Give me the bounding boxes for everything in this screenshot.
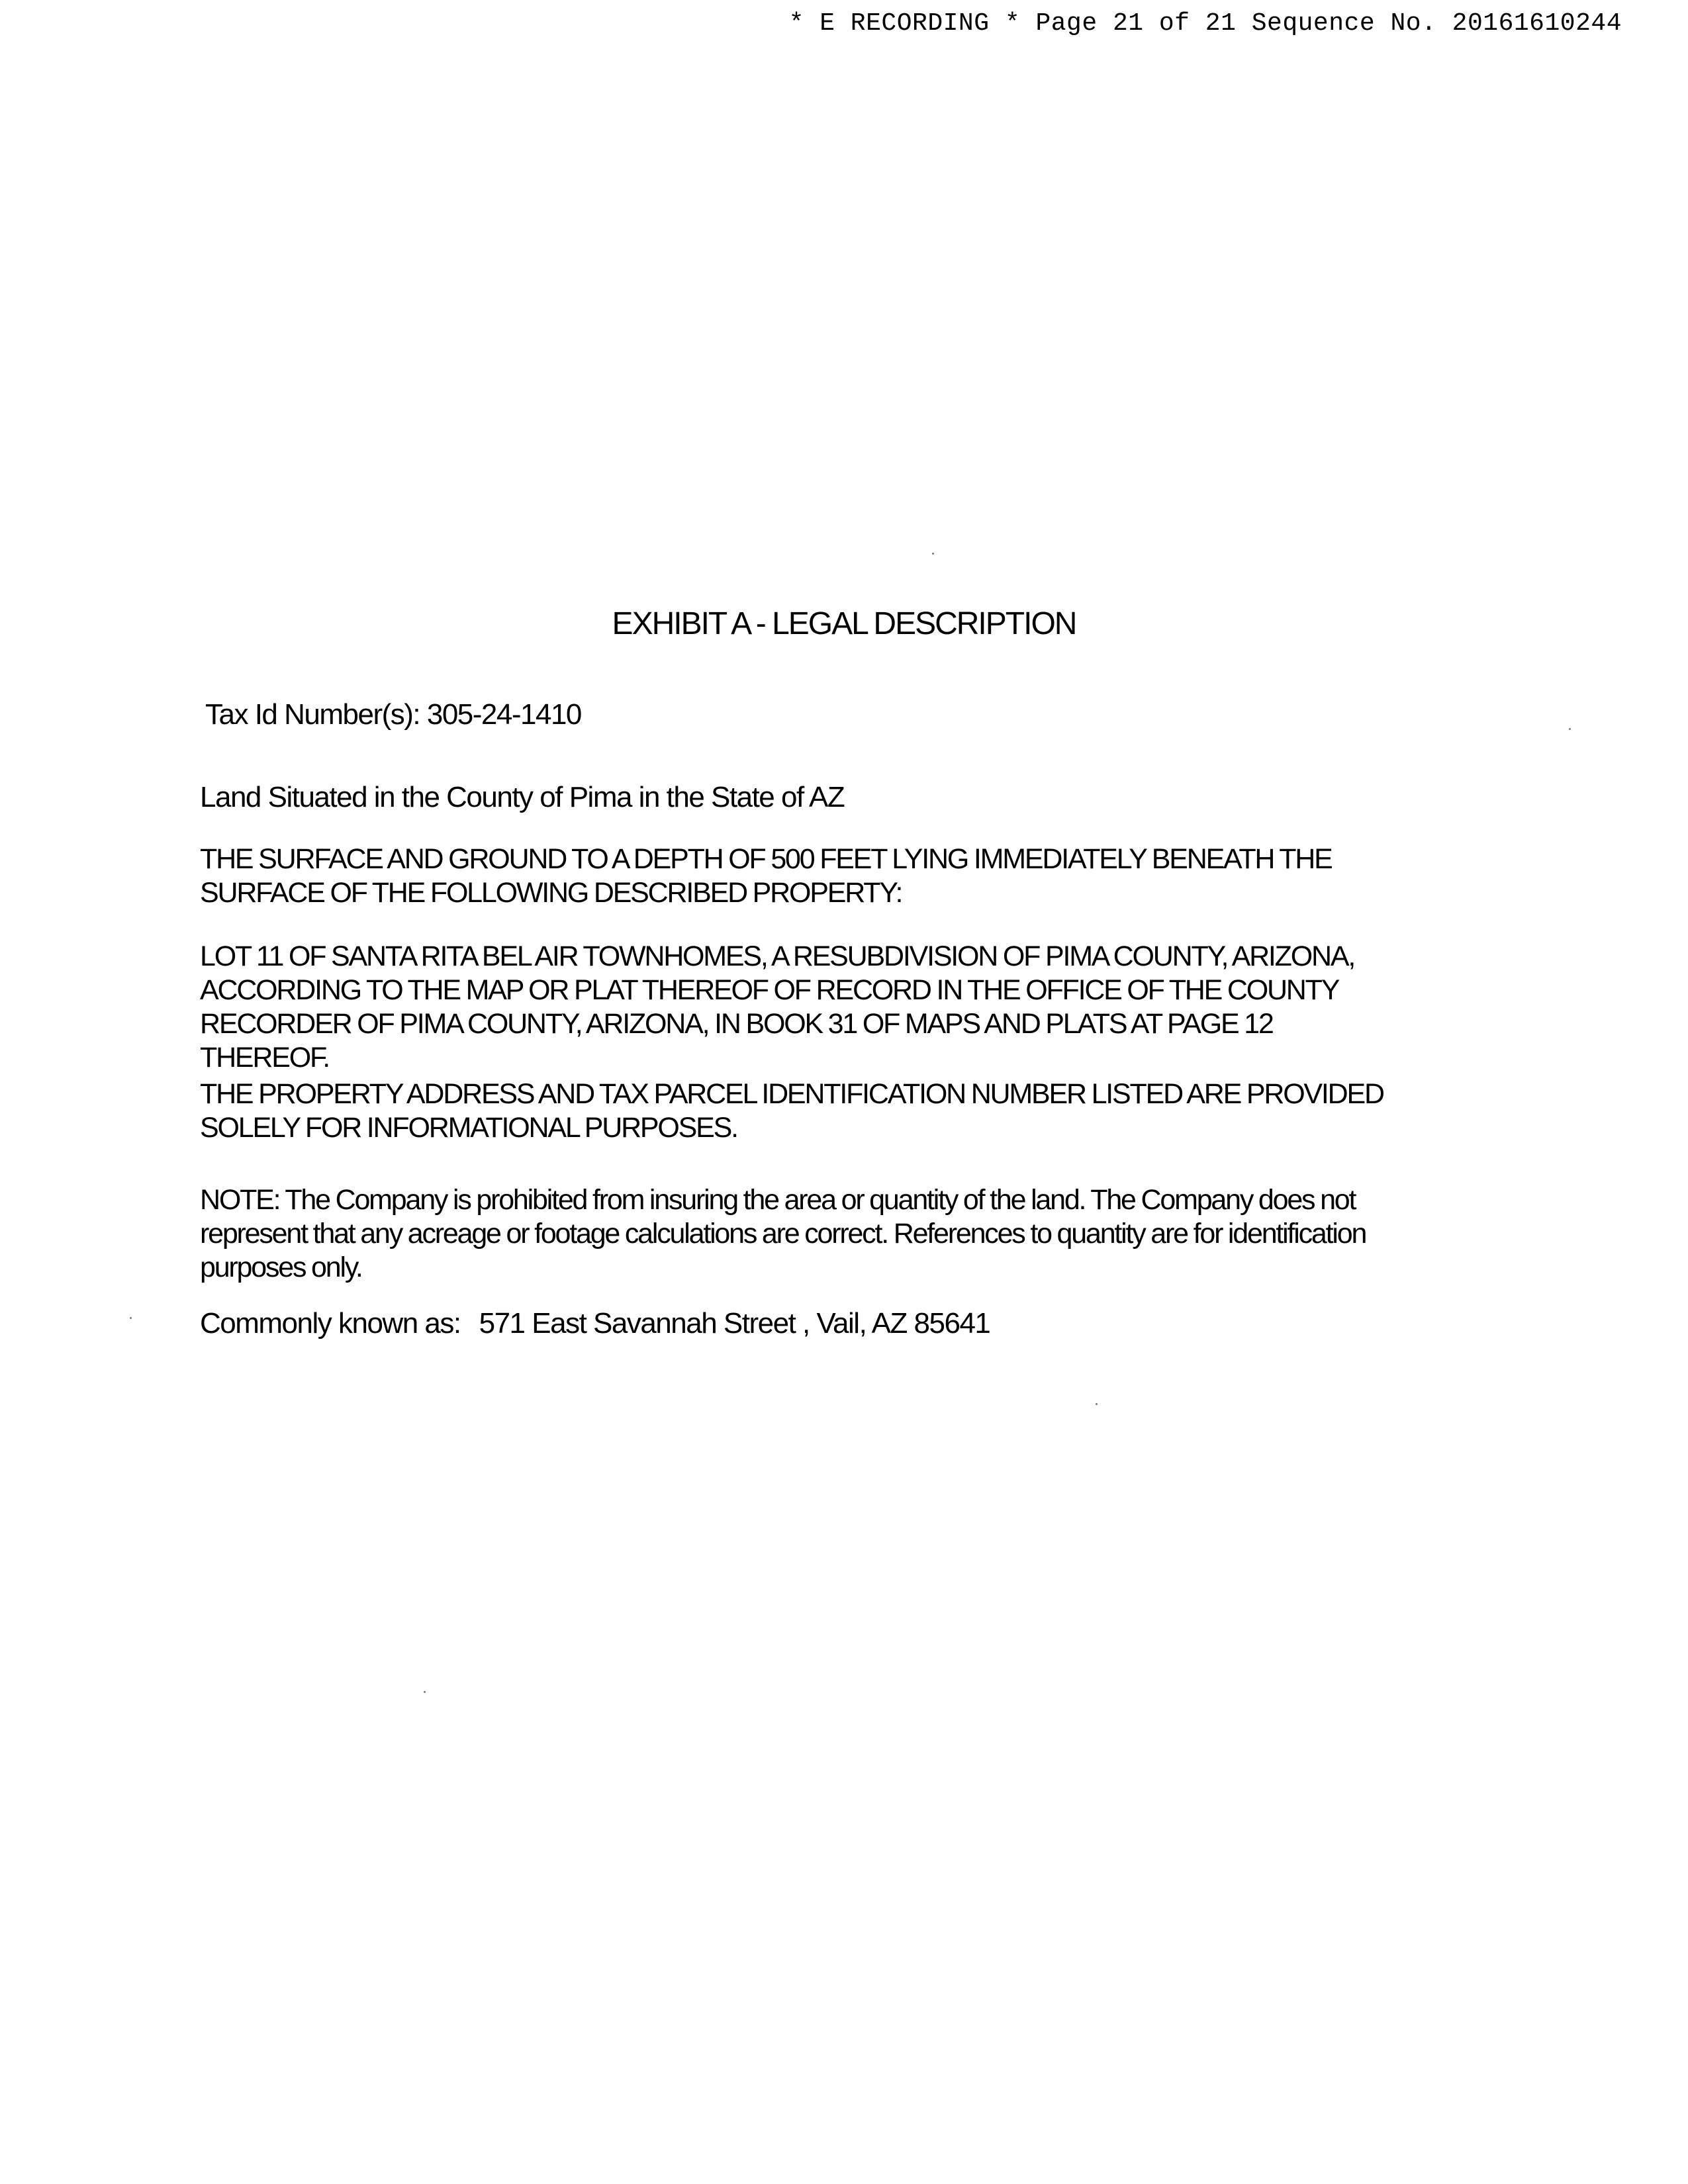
note-paragraph: NOTE: The Company is prohibited from insuring the area or quantity of the land. The Company does not represent that any acreage or footage calculations are correct. References to quantity are for identification purposes only. <box>200 1184 1366 1283</box>
scan-speck <box>130 1317 132 1319</box>
scan-speck <box>424 1691 426 1693</box>
scan-speck <box>1096 1403 1098 1405</box>
scan-speck <box>1569 728 1571 730</box>
document-title: EXHIBIT A - LEGAL DESCRIPTION <box>612 606 1076 641</box>
informational-purposes-paragraph: THE PROPERTY ADDRESS AND TAX PARCEL IDENTIFICATION NUMBER LISTED ARE PROVIDED SOLELY FOR INFORMATIONAL PURPOSES. <box>200 1078 1383 1144</box>
commonly-known-line <box>200 1307 990 1340</box>
lot-description-paragraph: LOT 11 OF SANTA RITA BEL AIR TOWNHOMES, A RESUBDIVISION OF PIMA COUNTY, ARIZONA, ACCORDING TO THE MAP OR PLAT THEREOF OF RECORD IN THE OFFICE OF THE COUNTY RECORDER OF PIMA COUNTY, ARIZONA, IN BOOK 31 OF MAPS AND PLATS AT PAGE 12 THEREOF. <box>200 940 1355 1073</box>
property-address: 571 East Savannah Street , Vail, AZ 85641 <box>479 1307 990 1340</box>
recording-header: * E RECORDING * Page 21 of 21 Sequence No. 20161610244 <box>788 9 1622 38</box>
tax-id-line: Tax Id Number(s): 305-24-1410 <box>205 698 581 731</box>
surface-paragraph: THE SURFACE AND GROUND TO A DEPTH OF 500 FEET LYING IMMEDIATELY BENEATH THE SURFACE OF THE FOLLOWING DESCRIBED PROPERTY: <box>200 843 1332 909</box>
scan-speck <box>932 553 934 555</box>
land-situated-line: Land Situated in the County of Pima in the State of AZ <box>200 781 845 813</box>
commonly-known-label: Commonly known as: <box>200 1307 461 1340</box>
